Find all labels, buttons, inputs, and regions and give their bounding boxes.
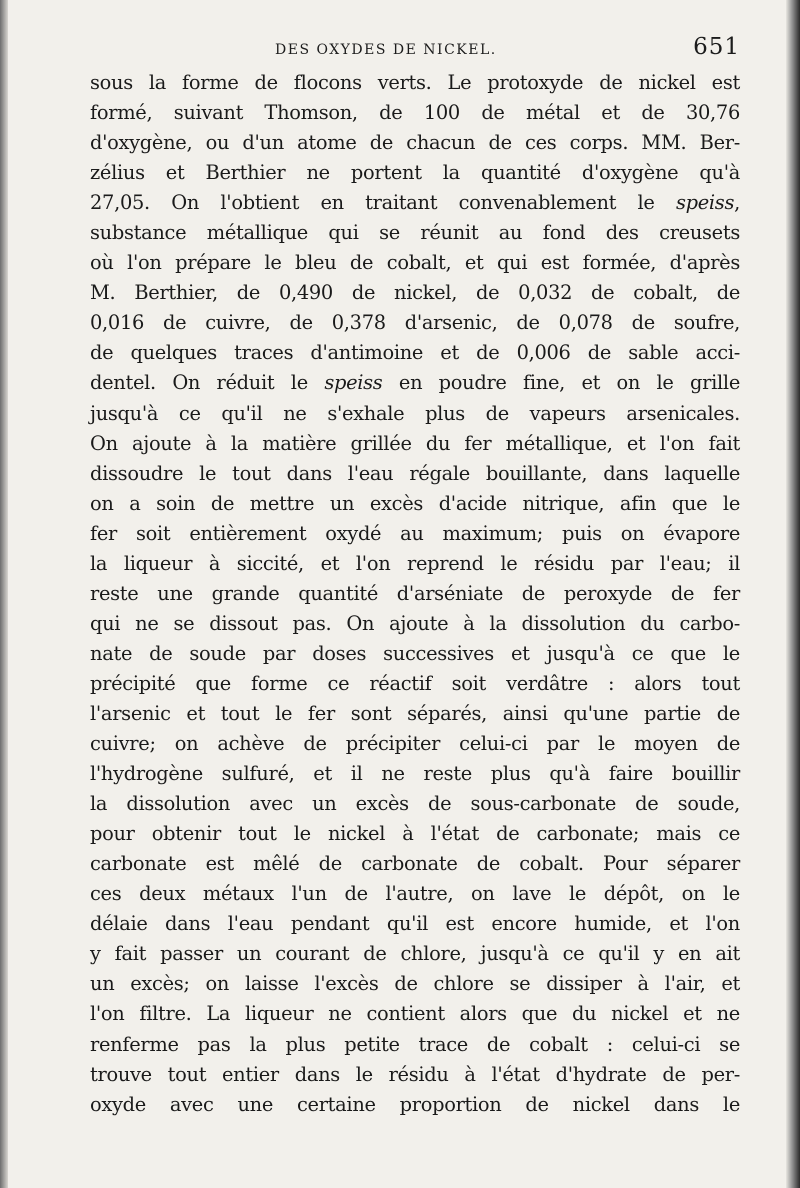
text-line: dissoudre le tout dans l'eau régale bouillante, dans laquelle (90, 461, 740, 485)
text-line: jusqu'à ce qu'il ne s'exhale plus de vapeurs arsenicales. (90, 401, 740, 425)
body-text (90, 68, 740, 1120)
text-segment: 27,05. On l'obtient en traitant convenablement le (90, 191, 676, 215)
text-line: formé, suivant Thomson, de 100 de métal et de 30,76 (90, 101, 740, 125)
text-line: oxyde avec une certaine proportion de nickel dans le (90, 1092, 740, 1116)
text-line: ces deux métaux l'un de l'autre, on lave le dépôt, on le (90, 882, 740, 906)
italic-term: speiss (675, 191, 735, 215)
text-line: la dissolution avec un excès de sous-carbonate de soude, (90, 792, 740, 816)
page-edge-shadow (786, 0, 800, 1188)
text-line: l'hydrogène sulfuré, et il ne reste plus qu'à faire bouillir (90, 762, 740, 786)
text-line: où l'on prépare le bleu de cobalt, et qui est formée, d'après (90, 251, 740, 275)
text-line: carbonate est mêlé de carbonate de cobalt. Pour séparer (90, 852, 740, 876)
page-number: 651 (693, 34, 740, 60)
text-line: d'oxygène, ou d'un atome de chacun de ces corps. MM. Ber- (90, 131, 740, 155)
text-line: la liqueur à siccité, et l'on reprend le résidu par l'eau; il (90, 551, 740, 575)
text-line: pour obtenir tout le nickel à l'état de carbonate; mais ce (90, 822, 740, 846)
text-segment: dentel. On réduit le (90, 371, 325, 395)
text-line: l'on filtre. La liqueur ne contient alors que du nickel et ne (90, 1002, 740, 1026)
text-line: zélius et Berthier ne portent la quantité d'oxygène qu'à (90, 161, 740, 185)
text-line: on a soin de mettre un excès d'acide nitrique, afin que le (90, 491, 740, 515)
page-gutter-shadow (0, 0, 8, 1188)
text-line: qui ne se dissout pas. On ajoute à la dissolution du carbo- (90, 611, 740, 635)
italic-term: speiss (324, 371, 383, 395)
text-line: trouve tout entier dans le résidu à l'état d'hydrate de per- (90, 1062, 740, 1086)
text-line (90, 368, 740, 398)
text-line: un excès; on laisse l'excès de chlore se dissiper à l'air, et (90, 972, 740, 996)
text-line: nate de soude par doses successives et jusqu'à ce que le (90, 641, 740, 665)
text-line: M. Berthier, de 0,490 de nickel, de 0,032 de cobalt, de (90, 281, 740, 305)
text-line: fer soit entièrement oxydé au maximum; puis on évapore (90, 521, 740, 545)
text-line: reste une grande quantité d'arséniate de peroxyde de fer (90, 581, 740, 605)
text-line: y fait passer un courant de chlore, jusqu'à ce qu'il y en ait (90, 942, 740, 966)
text-line: délaie dans l'eau pendant qu'il est encore humide, et l'on (90, 912, 740, 936)
text-line: substance métallique qui se réunit au fond des creusets (90, 221, 740, 245)
text-line: 0,016 de cuivre, de 0,378 d'arsenic, de 0,078 de soufre, (90, 311, 740, 335)
running-head: DES OXYDES DE NICKEL. (275, 42, 497, 58)
text-line: sous la forme de flocons verts. Le protoxyde de nickel est (90, 71, 740, 94)
text-line: renferme pas la plus petite trace de cobalt : celui-ci se (90, 1032, 740, 1056)
page-header (90, 34, 740, 64)
text-line: cuivre; on achève de précipiter celui-ci par le moyen de (90, 732, 740, 756)
text-line: précipité que forme ce réactif soit verdâtre : alors tout (90, 671, 740, 695)
text-segment: , (734, 191, 740, 215)
text-line: de quelques traces d'antimoine et de 0,006 de sable acci- (90, 341, 740, 365)
text-segment: en poudre fine, et on le grille (382, 371, 740, 395)
text-line (90, 188, 740, 218)
text-line: On ajoute à la matière grillée du fer métallique, et l'on fait (90, 431, 740, 455)
text-line: l'arsenic et tout le fer sont séparés, ainsi qu'une partie de (90, 701, 740, 725)
